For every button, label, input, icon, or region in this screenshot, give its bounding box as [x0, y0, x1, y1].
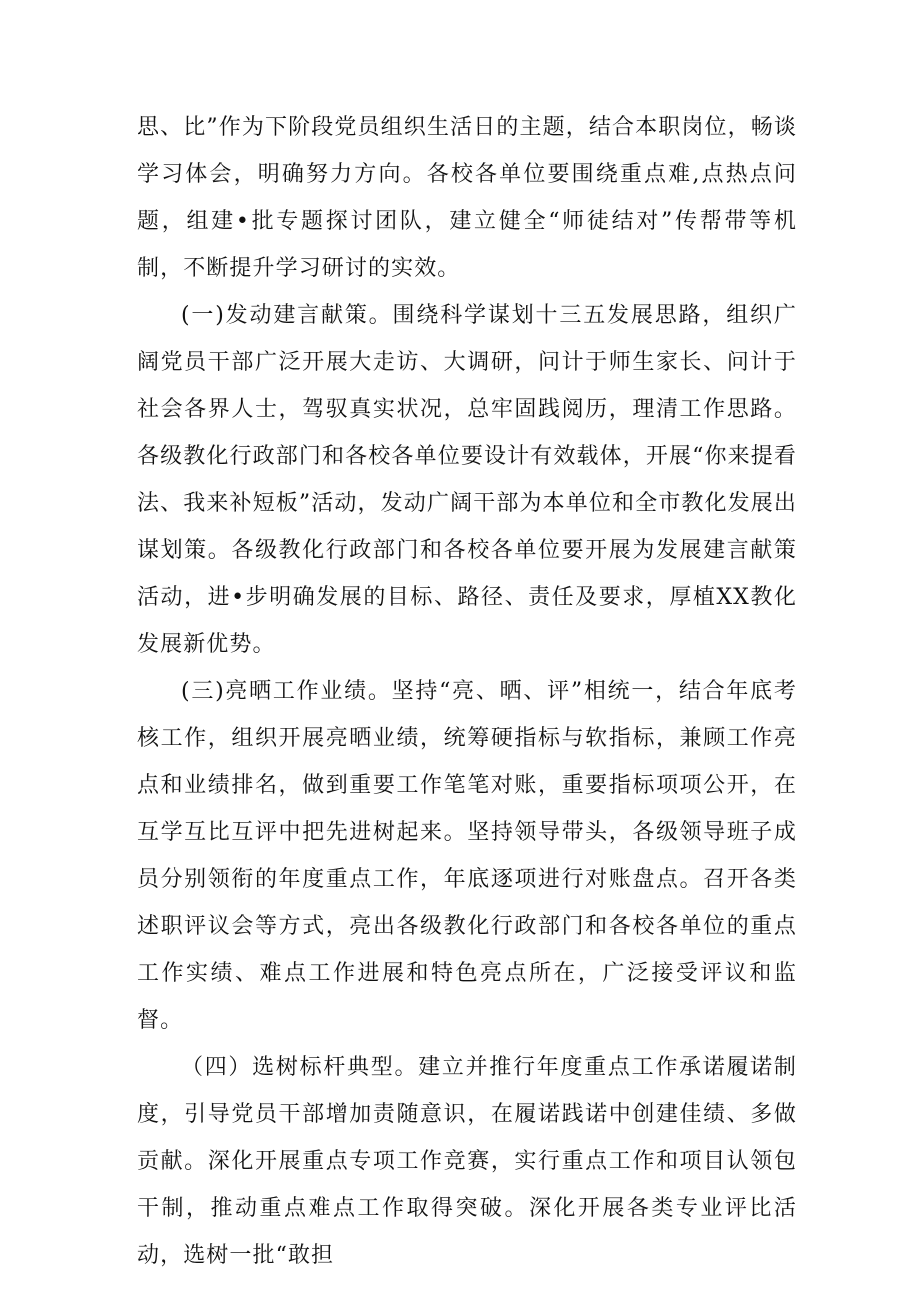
- document-body: [137, 104, 797, 1279]
- paragraph-show-achievements: (三)亮晒工作业绩。坚持“亮、晒、评”相统一，结合年底考核工作，组织开展亮晒业绩，统筹硬指标与软指标，兼顾工作亮点和业绩排名，做到重要工作笔笔对账，重要指标项项公开，在互学互比互评中把先进树起来。坚持领导带头，各级领导班子成员分别领衔的年度重点工作，年底逐项进行对账盘点。召开各类述职评议会等方式，亮出各级教化行政部门和各校各单位的重点工作实绩、难点工作进展和特色亮点所在，广泛接受评议和监督。: [137, 679, 797, 1033]
- paragraph-mobilize-suggestions: (一)发动建言献策。围绕科学谋划十三五发展思路，组织广阔党员干部广泛开展大走访、大调研，问计于师生家长、问计于社会各界人士，驾驭真实状况，总牢固践阅历，理清工作思路。各级教化行政部门和各校各单位要设计有效载体，开展“你来提看法、我来补短板”活动，发动广阔干部为本单位和全市教化发展出谋划策。各级教化行政部门和各校各单位要开展为发展建言献策活动，进•步明确发展的目标、路径、责任及要求，厚植XX教化发展新优势。: [137, 303, 797, 657]
- paragraph-select-models: （四）选树标杆典型。建立并推行年度重点工作承诺履诺制度，引导党员干部增加责随意识，在履诺践诺中创建佳绩、多做贡献。深化开展重点专项工作竞赛，实行重点工作和项目认领包干制，推动重点难点工作取得突破。深化开展各类专业评比活动，选树一批“敢担: [137, 1055, 797, 1268]
- paragraph-continuation: 思、比”作为下阶段党员组织生活日的主题，结合本职岗位，畅谈学习体会，明确努力方向。各校各单位要围绕重点难,点热点问题，组建•批专题探讨团队，建立健全“师徒结对”传帮带等机制，不断提升学习研讨的实效。: [137, 115, 797, 281]
